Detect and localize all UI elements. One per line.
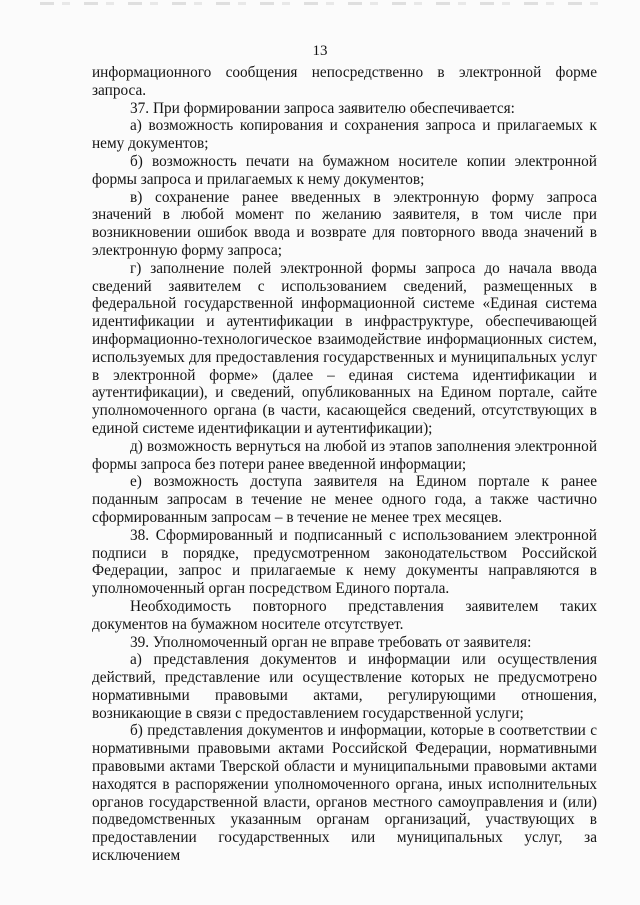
paragraph-38: 38. Сформированный и подписанный с использованием электронной подписи в порядке, предусмотренном законодательством Российской Федерации, запрос и прилагаемые к нему документы направляются в уполномоченный орган посредством Единого портала. bbox=[92, 526, 597, 598]
paragraph-39-a: а) представления документов и информации или осуществления действий, представление или осуществление которых не предусмотрено нормативными правовыми актами, регулирующими отношения, возникающие в связи с предоставлением государственной услуги; bbox=[92, 651, 597, 722]
paragraph-37-d: д) возможность вернуться на любой из этапов заполнения электронной формы запроса без потери ранее введенной информации; bbox=[92, 437, 597, 473]
paragraph-39-b: б) представления документов и информации, которые в соответствии с нормативными правовыми актами Российской Федерации, нормативными правовыми актами Тверской области и муниципальными правовыми актами находятся в распоряжении уполномоченного органа, иных исполнительных органов государственной власти, органов местного самоуправления и (или) подведомственных указанным органам организаций, участвующих в предоставлении государственных или муниципальных услуг, за исключением bbox=[92, 722, 597, 865]
page-number: 13 bbox=[312, 43, 328, 59]
scan-edge-artifact bbox=[40, 2, 600, 5]
paragraph-37: 37. При формировании запроса заявителю обеспечивается: bbox=[130, 99, 515, 117]
paragraph-37-g: г) заполнение полей электронной формы запроса до начала ввода сведений заявителем с использованием сведений, размещенных в федеральной государственной информационной системе «Единая система идентификации и аутентификации в инфраструктуре, обеспечивающей информационно-технологическое взаимодействие информационных систем, используемых для предоставления государственных и муниципальных услуг в электронной форме» (далее – единая система идентификации и аутентификации), и сведений, опубликованных на Едином портале, сайте уполномоченного органа (в части, касающейся сведений, отсутствующих в единой системе идентификации и аутентификации); bbox=[92, 259, 597, 437]
paragraph-38-note: Необходимость повторного представления заявителем таких документов на бумажном носителе отсутствует. bbox=[92, 597, 597, 633]
paragraph-37-b: б) возможность печати на бумажном носителе копии электронной формы запроса и прилагаемых к нему документов; bbox=[92, 152, 597, 188]
paragraph-39: 39. Уполномоченный орган не вправе требовать от заявителя: bbox=[130, 633, 532, 651]
document-body bbox=[92, 64, 597, 865]
paragraph-37-e: е) возможность доступа заявителя на Едином портале к ранее поданным запросам в течение не менее одного года, а также частично сформированным запросам – в течение не менее трех месяцев. bbox=[92, 473, 597, 526]
paragraph-37-a: а) возможность копирования и сохранения запроса и прилагаемых к нему документов; bbox=[92, 117, 597, 153]
paragraph-37-v: в) сохранение ранее введенных в электронную форму запроса значений в любой момент по желанию заявителя, в том числе при возникновении ошибок ввода и возврате для повторного ввода значений в электронную форму запроса; bbox=[92, 188, 597, 259]
paragraph-continuation: информационного сообщения непосредственно в электронной форме запроса. bbox=[92, 64, 597, 99]
